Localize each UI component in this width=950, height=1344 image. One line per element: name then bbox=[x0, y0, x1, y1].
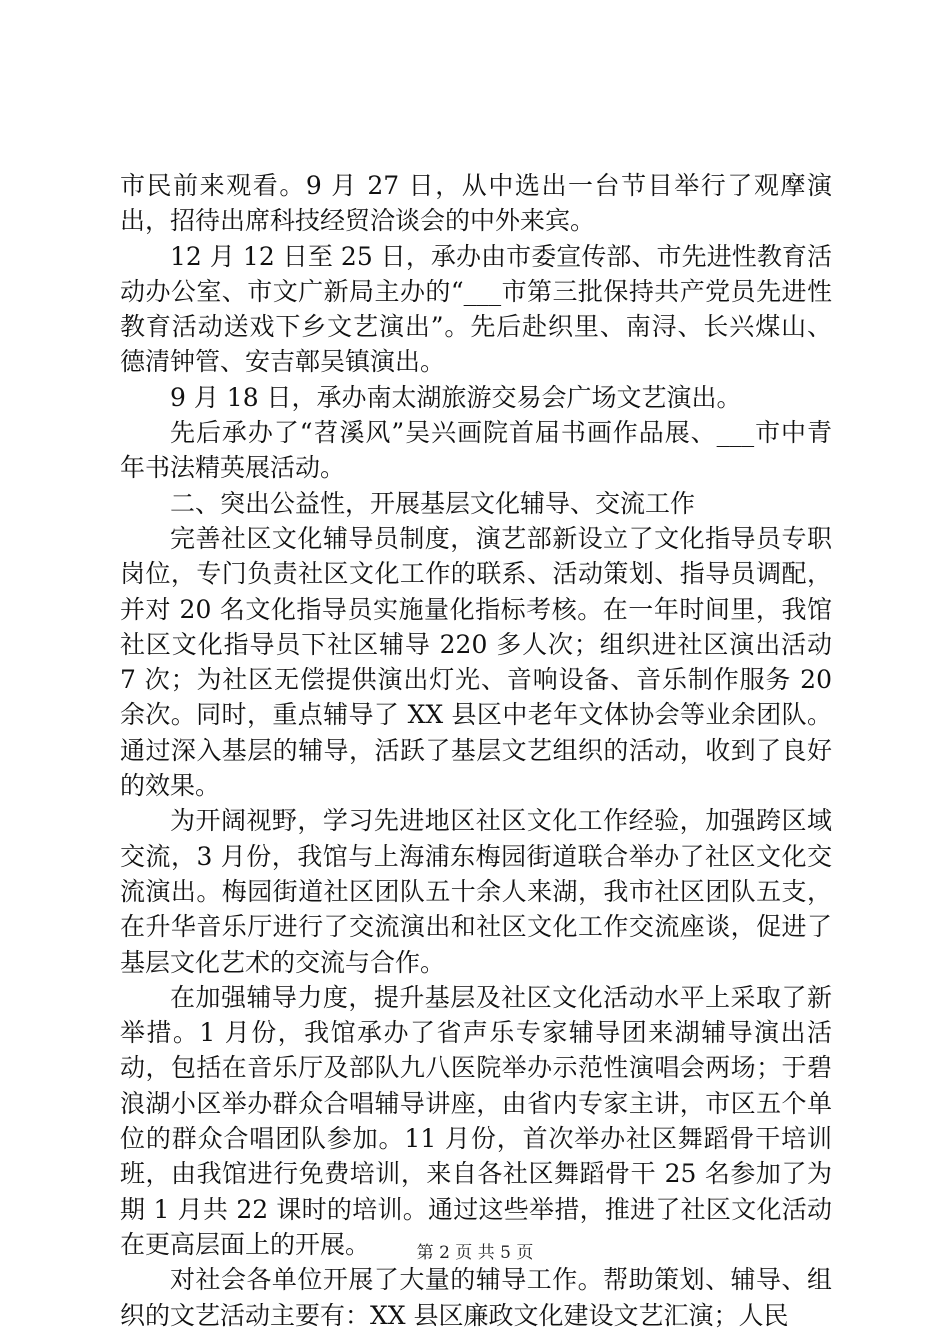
paragraph-3: 9 月 18 日，承办南太湖旅游交易会广场文艺演出。 bbox=[170, 382, 742, 412]
document-body bbox=[120, 168, 832, 1333]
paragraph-8: 对社会各单位开展了大量的辅导工作。帮助策划、辅导、组织的文艺活动主要有：XX 县区廉政文化建设文艺汇演；人民 bbox=[120, 1265, 832, 1330]
paragraph-1: 市民前来观看。9 月 27 日，从中选出一台节目举行了观摩演出，招待出席科技经贸洽谈会的中外来宾。 bbox=[120, 171, 832, 236]
paragraph-5: 完善社区文化辅导员制度，演艺部新设立了文化指导员专职岗位，专门负责社区文化工作的联系、活动策划、指导员调配，并对 20 名文化指导员实施量化指标考核。在一年时间里，我馆社区文化指导员下社区辅导 220 多人次；组织进社区演出活动 7 次；为社区无偿提供演出灯光、音响设备、音乐制作服务 20 余次。同时，重点辅导了 XX 县区中老年文体协会等业余团队。通过深入基层的辅导，活跃了基层文艺组织的活动，收到了良好的效果。 bbox=[120, 523, 832, 801]
section-heading: 二、突出公益性，开展基层文化辅导、交流工作 bbox=[170, 488, 696, 518]
paragraph-6: 为开阔视野，学习先进地区社区文化工作经验，加强跨区域交流，3 月份，我馆与上海浦东梅园街道联合举办了社区文化交流演出。梅园街道社区团队五十余人来湖，我市社区团队五支，在升华音乐厅进行了交流演出和社区文化工作交流座谈，促进了基层文化艺术的交流与合作。 bbox=[120, 806, 832, 977]
paragraph-4: 先后承办了“苕溪风”吴兴画院首届书画作品展、___市中青年书法精英展活动。 bbox=[120, 418, 832, 483]
page-footer: 第 2 页 共 5 页 bbox=[416, 1243, 534, 1263]
paragraph-2: 12 月 12 日至 25 日，承办由市委宣传部、市先进性教育活动办公室、市文广新局主办的“___市第三批保持共产党员先进性教育活动送戏下乡文艺演出”。先后赴织里、南浔、长兴煤山、德清钟管、安吉鄣吴镇演出。 bbox=[120, 241, 832, 377]
paragraph-7: 在加强辅导力度，提升基层及社区文化活动水平上采取了新举措。1 月份，我馆承办了省声乐专家辅导团来湖辅导演出活动，包括在音乐厅及部队九八医院举办示范性演唱会两场；于碧浪湖小区举办群众合唱辅导讲座，由省内专家主讲，市区五个单位的群众合唱团队参加。11 月份，首次举办社区舞蹈骨干培训班，由我馆进行免费培训，来自各社区舞蹈骨干 25 名参加了为期 1 月共 22 课时的培训。通过这些举措，推进了社区文化活动在更高层面上的开展。 bbox=[120, 982, 832, 1259]
